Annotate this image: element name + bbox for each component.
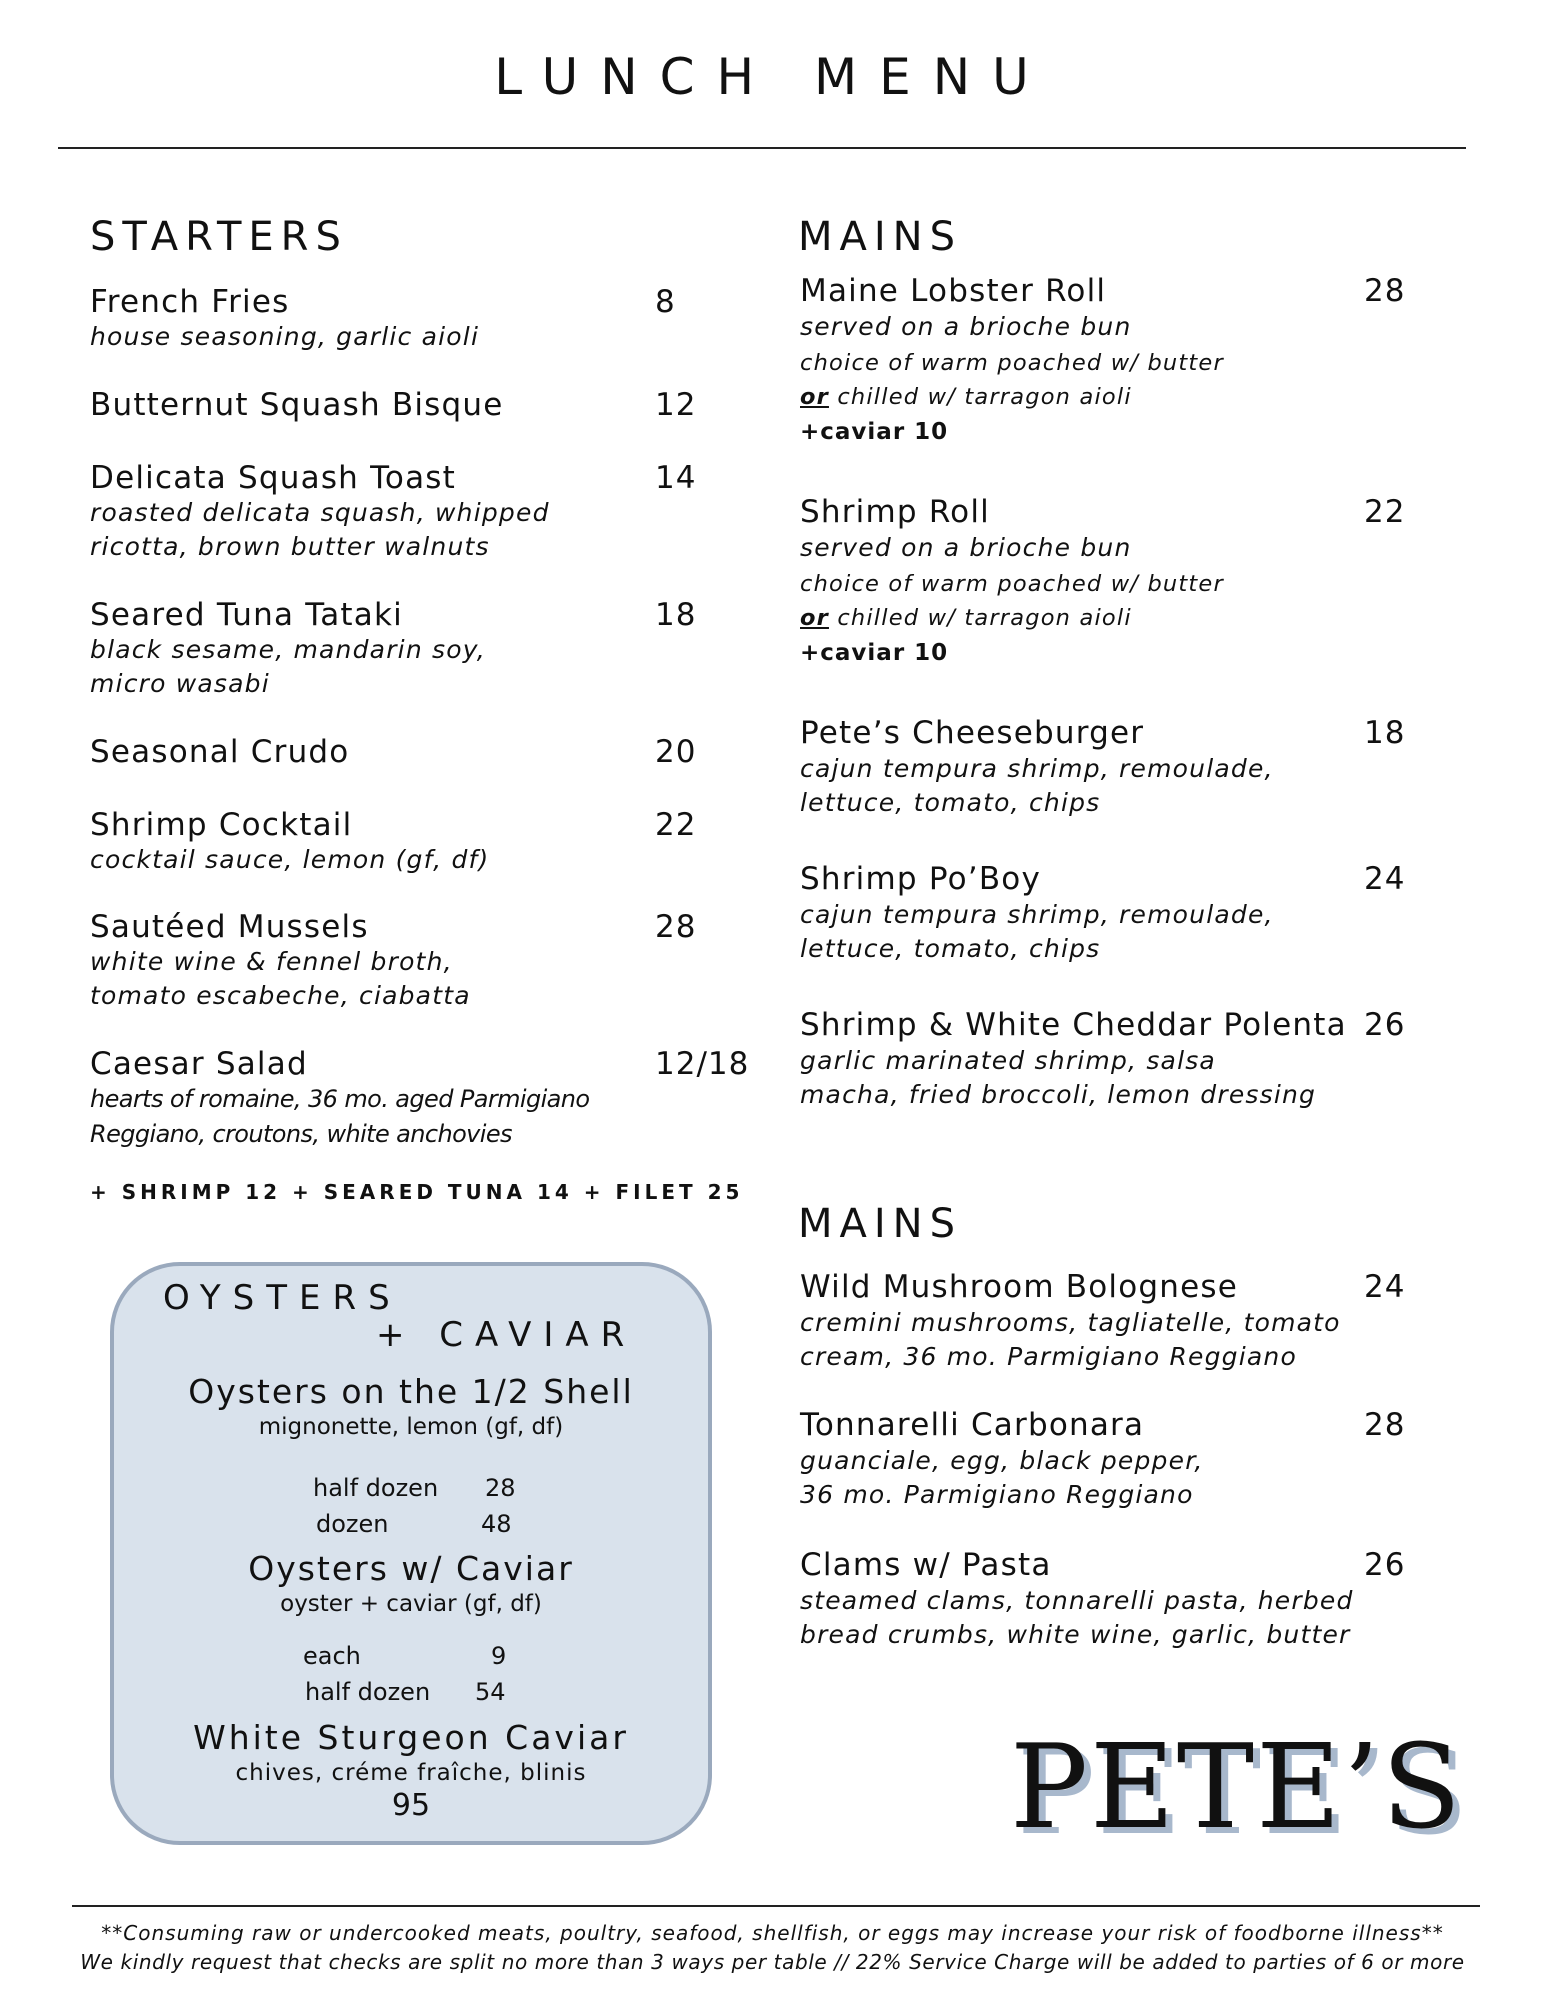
caviar-row-price: 9 — [491, 1642, 507, 1670]
item-desc: roasted delicata squash, whipped — [90, 498, 550, 527]
mains-heading: MAINS — [798, 1201, 962, 1247]
caviar-row-label: each — [303, 1642, 361, 1670]
item-desc: choice of warm poached w/ butter — [800, 350, 1224, 376]
item-price: 20 — [655, 734, 697, 770]
oysters-shell-desc: mignonette, lemon (gf, df) — [258, 1414, 564, 1440]
item-desc: chilled w/ tarragon aioli — [837, 605, 1132, 631]
sturgeon-caviar-desc: chives, créme fraîche, blinis — [235, 1760, 587, 1786]
item-desc: black sesame, mandarin soy, — [90, 635, 486, 664]
item-price: 12 — [655, 387, 697, 423]
item-price: 28 — [1364, 273, 1406, 309]
item-price: 18 — [1364, 715, 1406, 751]
item-desc: micro wasabi — [90, 669, 270, 698]
item-name: Clams w/ Pasta — [800, 1547, 1052, 1583]
item-name: Maine Lobster Roll — [800, 273, 1107, 309]
item-price: 8 — [655, 284, 676, 320]
item-desc: 36 mo. Parmigiano Reggiano — [800, 1480, 1194, 1509]
item-name: French Fries — [90, 284, 290, 320]
item-name: Tonnarelli Carbonara — [800, 1407, 1145, 1443]
item-name: Sautéed Mussels — [90, 909, 369, 945]
item-price: 18 — [655, 597, 697, 633]
or-label: or — [800, 384, 829, 410]
item-desc: cocktail sauce, lemon (gf, df) — [90, 845, 490, 874]
item-desc: lettuce, tomato, chips — [800, 788, 1101, 817]
item-desc: chilled w/ tarragon aioli — [837, 384, 1132, 410]
item-desc: bread crumbs, white wine, garlic, butter — [800, 1620, 1351, 1649]
item-name: Shrimp Cocktail — [90, 807, 353, 843]
item-name: Butternut Squash Bisque — [90, 387, 504, 423]
page-title: LUNCH MENU — [494, 48, 1051, 106]
footer-health-warning: **Consuming raw or undercooked meats, poultry, seafood, shellfish, or eggs may increase your risk of foodborne illness** — [101, 1921, 1444, 1945]
mains-heading: MAINS — [798, 214, 962, 260]
item-name: Shrimp Po’Boy — [800, 861, 1042, 897]
item-extra: +caviar 10 — [800, 419, 949, 445]
or-label: or — [800, 605, 829, 631]
item-desc-line — [800, 601, 1132, 635]
shell-row-price: 28 — [485, 1474, 516, 1502]
oysters-caviar-desc: oyster + caviar (gf, df) — [280, 1591, 542, 1617]
sturgeon-caviar-price: 95 — [391, 1788, 431, 1823]
item-name: Caesar Salad — [90, 1046, 308, 1082]
shell-row-label: half dozen — [313, 1474, 439, 1502]
item-name: Seared Tuna Tataki — [90, 597, 403, 633]
oysters-caviar-name: Oysters w/ Caviar — [248, 1549, 574, 1588]
item-desc: served on a brioche bun — [800, 312, 1132, 341]
item-desc: lettuce, tomato, chips — [800, 934, 1101, 963]
item-desc: ricotta, brown butter walnuts — [90, 532, 490, 561]
item-extra: +caviar 10 — [800, 640, 949, 666]
caviar-row-price: 54 — [475, 1678, 506, 1706]
item-desc: white wine & fennel broth, — [90, 947, 453, 976]
item-price: 22 — [655, 807, 697, 843]
item-price: 22 — [1364, 494, 1406, 530]
item-desc-line — [800, 380, 1132, 414]
shell-row-label: dozen — [316, 1510, 389, 1538]
item-desc: choice of warm poached w/ butter — [800, 571, 1224, 597]
item-price: 24 — [1364, 1269, 1406, 1305]
item-price: 28 — [655, 909, 697, 945]
item-desc: guanciale, egg, black pepper, — [800, 1446, 1204, 1475]
item-desc: house seasoning, garlic aioli — [90, 322, 480, 351]
starter-addons: + SHRIMP 12 + SEARED TUNA 14 + FILET 25 — [90, 1180, 744, 1204]
item-name: Wild Mushroom Bolognese — [800, 1269, 1239, 1305]
item-name: Shrimp & White Cheddar Polenta — [800, 1007, 1347, 1043]
item-price: 26 — [1364, 1007, 1406, 1043]
item-price: 28 — [1364, 1407, 1406, 1443]
item-price: 26 — [1364, 1547, 1406, 1583]
item-desc: garlic marinated shrimp, salsa — [800, 1046, 1216, 1075]
item-desc: cremini mushrooms, tagliatelle, tomato — [800, 1308, 1341, 1337]
caviar-heading: + CAVIAR — [376, 1315, 637, 1355]
footer-check-policy: We kindly request that checks are split no more than 3 ways per table // 22% Service Charge will be added to parties of 6 or more — [80, 1950, 1465, 1974]
item-desc: steamed clams, tonnarelli pasta, herbed — [800, 1586, 1354, 1615]
sturgeon-caviar-name: White Sturgeon Caviar — [193, 1718, 629, 1757]
item-desc: tomato escabeche, ciabatta — [90, 981, 471, 1010]
item-desc: cajun tempura shrimp, remoulade, — [800, 900, 1274, 929]
item-name: Seasonal Crudo — [90, 734, 350, 770]
shell-row-price: 48 — [481, 1510, 512, 1538]
item-desc: cream, 36 mo. Parmigiano Reggiano — [800, 1342, 1297, 1371]
item-name: Delicata Squash Toast — [90, 460, 457, 496]
item-price: 14 — [655, 460, 697, 496]
top-divider — [58, 147, 1466, 149]
caviar-row-label: half dozen — [305, 1678, 431, 1706]
item-desc: hearts of romaine, 36 mo. aged Parmigiano — [90, 1085, 590, 1113]
petes-logo: PETE’S — [1010, 1720, 1464, 1855]
item-desc: macha, fried broccoli, lemon dressing — [800, 1080, 1317, 1109]
item-price: 24 — [1364, 861, 1406, 897]
item-name: Pete’s Cheeseburger — [800, 715, 1145, 751]
item-desc: Reggiano, croutons, white anchovies — [90, 1120, 512, 1148]
starters-heading: STARTERS — [90, 214, 348, 260]
item-desc: cajun tempura shrimp, remoulade, — [800, 754, 1274, 783]
bottom-divider — [72, 1905, 1480, 1907]
oysters-heading: OYSTERS — [163, 1278, 402, 1318]
item-desc: served on a brioche bun — [800, 533, 1132, 562]
item-name: Shrimp Roll — [800, 494, 990, 530]
item-price: 12/18 — [655, 1046, 750, 1082]
oysters-shell-name: Oysters on the 1/2 Shell — [188, 1372, 634, 1411]
